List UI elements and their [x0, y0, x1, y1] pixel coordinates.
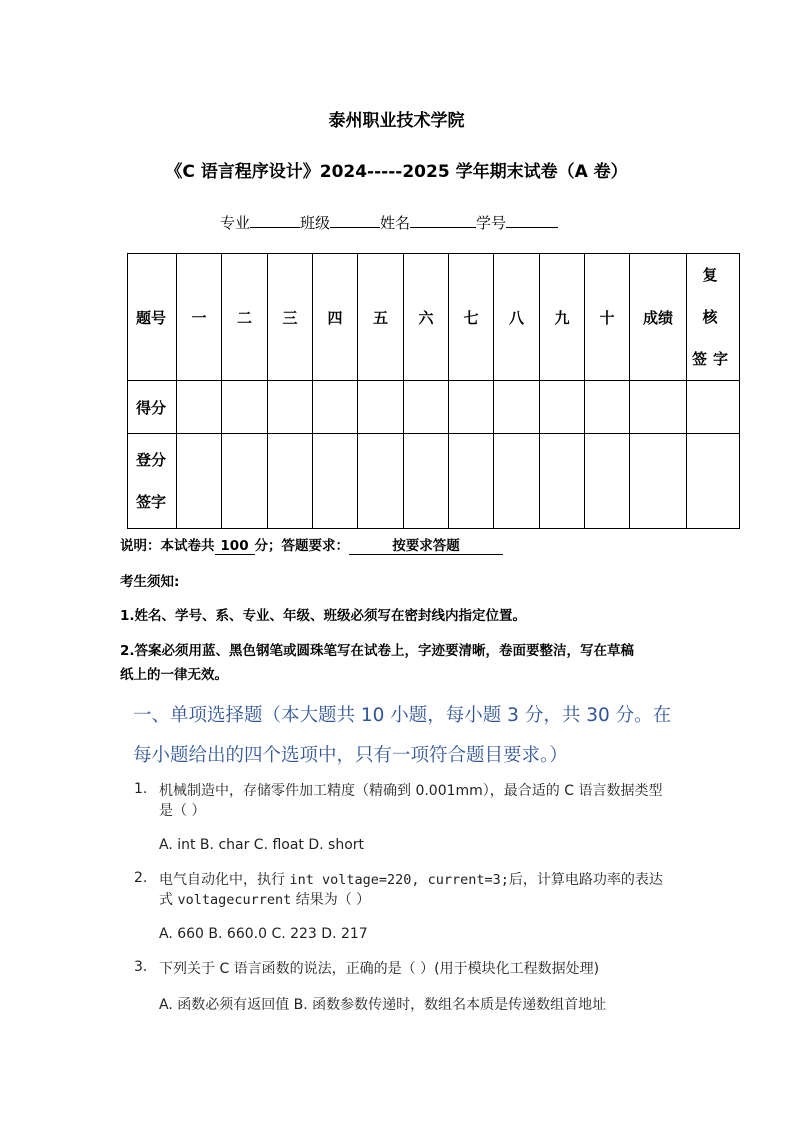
question-3-options: A. 函数必须有返回值 B. 函数参数传递时，数组名本质是传递数组首地址: [159, 997, 607, 1013]
question-number: 1.: [134, 781, 148, 797]
text: 电气自动化中，执行: [159, 872, 290, 888]
signature-cell[interactable]: [268, 434, 313, 529]
review-sign-label: 签字: [691, 350, 734, 368]
class-label: 班级: [300, 214, 331, 232]
description-prefix: 说明：本试卷共: [120, 538, 215, 554]
column-header: 三: [268, 254, 313, 381]
signature-cell[interactable]: [494, 434, 540, 529]
student-id-label: 学号: [476, 214, 507, 232]
column-header: 二: [222, 254, 268, 381]
name-blank[interactable]: [410, 213, 476, 228]
signature-cell[interactable]: [630, 434, 687, 529]
column-header: 六: [404, 254, 449, 381]
text: 结果为（ ）: [291, 892, 371, 908]
score-cell[interactable]: [540, 381, 585, 434]
table-row-question-numbers: [128, 254, 740, 381]
exam-title: 《C 语言程序设计》2024-----2025 学年期末试卷（A 卷）: [165, 162, 628, 182]
column-header-total: 成绩: [630, 254, 687, 381]
total-score: 100: [215, 538, 255, 555]
score-cell[interactable]: [449, 381, 494, 434]
column-header: 七: [449, 254, 494, 381]
text: 后，计算电路功率的表达: [508, 872, 663, 888]
question-text-line-1: 下列关于 C 语言函数的说法，正确的是（ ）(用于模块化工程数据处理): [159, 961, 600, 977]
row-label-score: 得分: [128, 381, 177, 434]
signature-cell[interactable]: [687, 434, 740, 529]
rule-1: 1.姓名、学号、系、专业、年级、班级必须写在密封线内指定位置。: [120, 608, 527, 624]
score-cell[interactable]: [687, 381, 740, 434]
sign-label-2: 签字: [136, 493, 167, 511]
column-header: 一: [177, 254, 222, 381]
question-number: 2.: [134, 870, 148, 886]
score-cell[interactable]: [585, 381, 630, 434]
question-text-line-2: [159, 890, 679, 910]
column-header: 八: [494, 254, 540, 381]
review-label: 复 核: [702, 266, 724, 326]
score-cell[interactable]: [268, 381, 313, 434]
section-title-line-2: 每小题给出的四个选项中，只有一项符合题目要求。）: [133, 745, 568, 766]
score-cell[interactable]: [177, 381, 222, 434]
major-label: 专业: [220, 214, 251, 232]
section-title-line-1: 一、单项选择题（本大题共 10 小题，每小题 3 分，共 30 分。在: [133, 705, 672, 726]
name-label: 姓名: [380, 214, 411, 232]
column-header-review: [687, 254, 740, 381]
signature-cell[interactable]: [222, 434, 268, 529]
score-cell[interactable]: [313, 381, 358, 434]
score-cell[interactable]: [222, 381, 268, 434]
notice-title: 考生须知:: [120, 574, 180, 590]
code-snippet: int voltage=220, current=3;: [289, 872, 509, 888]
table-row-scores: [128, 381, 740, 434]
signature-cell[interactable]: [404, 434, 449, 529]
question-1-options: A. int B. char C. float D. short: [159, 837, 365, 853]
column-header: 五: [358, 254, 404, 381]
signature-cell[interactable]: [358, 434, 404, 529]
column-header: 九: [540, 254, 585, 381]
code-snippet: voltagecurrent: [177, 892, 292, 908]
school-name: 泰州职业技术学院: [328, 111, 465, 131]
table-row-signatures: [128, 434, 740, 529]
question-number: 3.: [134, 959, 148, 975]
major-blank[interactable]: [250, 213, 300, 228]
rule-2-line-2: 纸上的一律无效。: [120, 667, 228, 683]
question-text-line-1: [159, 870, 679, 890]
sign-label-1: 登分: [136, 451, 167, 469]
question-text-line-2: 是（ ）: [159, 803, 206, 819]
student-id-blank[interactable]: [506, 213, 558, 228]
exam-description: [120, 534, 503, 555]
student-info-line: [220, 212, 558, 233]
question-2-options: A. 660 B. 660.0 C. 223 D. 217: [159, 926, 368, 942]
signature-cell[interactable]: [585, 434, 630, 529]
text: 式: [159, 892, 178, 908]
row-label-signature: [128, 434, 177, 529]
signature-cell[interactable]: [540, 434, 585, 529]
score-table: [127, 253, 740, 529]
score-cell[interactable]: [404, 381, 449, 434]
score-cell[interactable]: [358, 381, 404, 434]
class-blank[interactable]: [330, 213, 380, 228]
description-middle: 分；答题要求：: [254, 538, 349, 554]
section-title: [133, 698, 693, 774]
column-header: 十: [585, 254, 630, 381]
score-cell[interactable]: [630, 381, 687, 434]
signature-cell[interactable]: [313, 434, 358, 529]
answer-requirement: 按要求答题: [349, 534, 503, 555]
signature-cell[interactable]: [449, 434, 494, 529]
rule-2-line-1: 2.答案必须用蓝、黑色钢笔或圆珠笔写在试卷上，字迹要清晰，卷面要整洁，写在草稿: [120, 643, 635, 659]
row-label-question-number: 题号: [128, 254, 177, 381]
signature-cell[interactable]: [177, 434, 222, 529]
question-text-line-1: 机械制造中，存储零件加工精度（精确到 0.001mm），最合适的 C 语言数据类型: [159, 783, 663, 799]
score-cell[interactable]: [494, 381, 540, 434]
column-header: 四: [313, 254, 358, 381]
